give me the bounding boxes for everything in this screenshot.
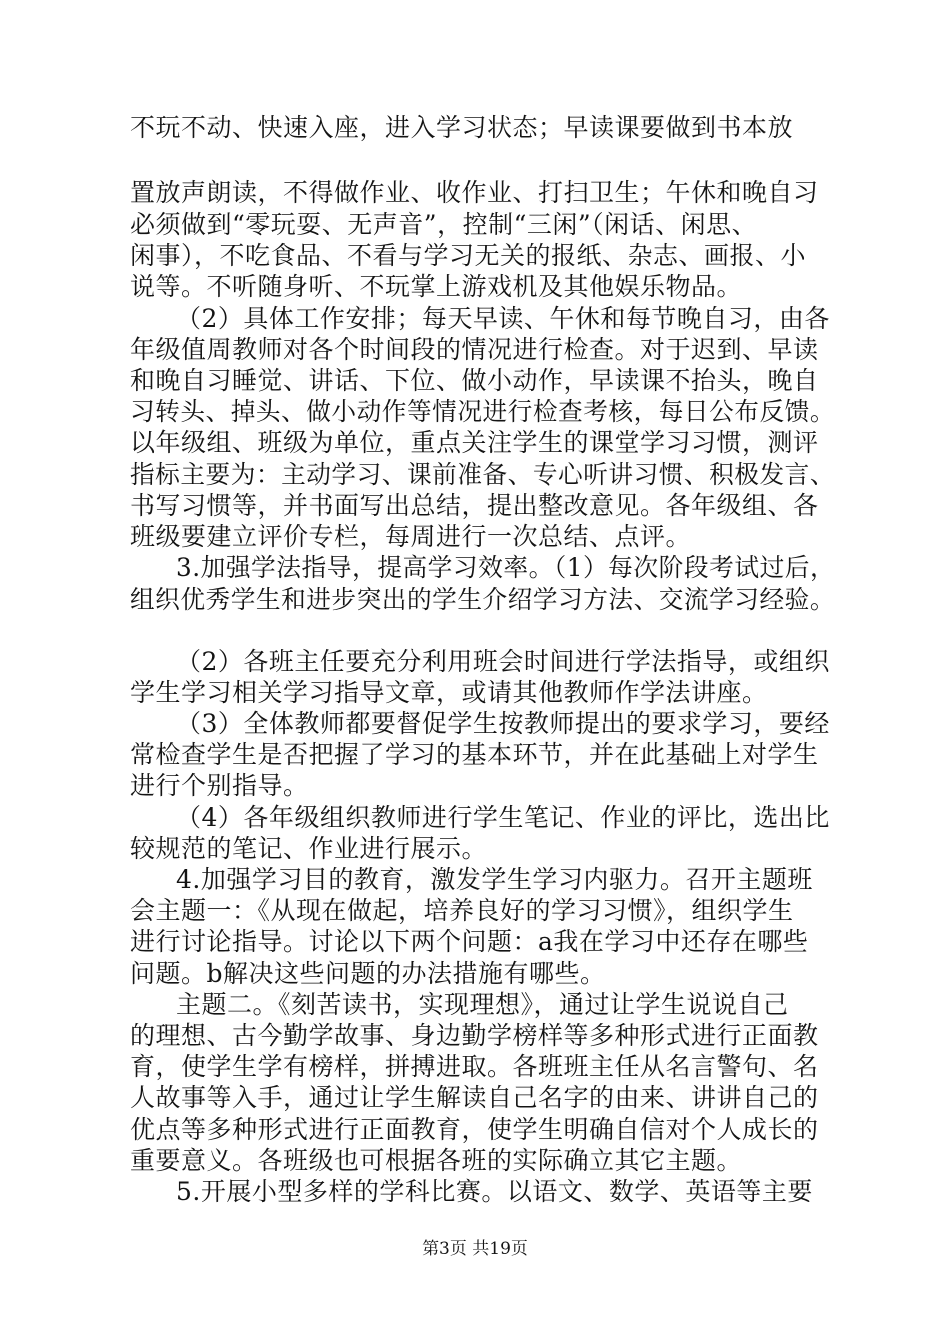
- text-line: 年级值周教师对各个时间段的情况进行检查。对于迟到、早读: [130, 335, 819, 364]
- text-line: 闲事），不吃食品、不看与学习无关的报纸、杂志、画报、小: [130, 241, 807, 270]
- text-line: 5.开展小型多样的学科比赛。以语文、数学、英语等主要: [176, 1177, 813, 1206]
- text-line: 和晚自习睡觉、讲话、下位、做小动作，早读课不抬头，晚自: [130, 366, 819, 395]
- text-line: 育，使学生学有榜样，拼搏进取。各班班主任从名言警句、名: [130, 1052, 819, 1081]
- text-line: 较规范的笔记、作业进行展示。: [130, 834, 488, 863]
- text-line: 人故事等入手，通过让学生解读自己名字的由来、讲讲自己的: [130, 1083, 819, 1112]
- text-line: 进行个别指导。: [130, 771, 309, 800]
- text-line: 必须做到“零玩耍、无声音”，控制“三闲”（闲话、闲思、: [130, 210, 758, 239]
- text-line: （3）全体教师都要督促学生按教师提出的要求学习，要经: [176, 709, 830, 738]
- text-line: （2）各班主任要充分利用班会时间进行学法指导，或组织: [176, 647, 830, 676]
- text-line: 习转头、掉头、做小动作等情况进行检查考核，每日公布反馈。: [130, 397, 836, 426]
- text-line: 说等。不听随身听、不玩掌上游戏机及其他娱乐物品。: [130, 272, 743, 301]
- text-line: 不玩不动、快速入座，进入学习状态；早读课要做到书本放: [130, 113, 794, 142]
- text-line: 会主题一：《从现在做起，培养良好的学习习惯》，组织学生: [130, 896, 794, 925]
- text-line: 进行讨论指导。讨论以下两个问题：a我在学习中还存在哪些: [130, 927, 809, 956]
- text-line: 置放声朗读，不得做作业、收作业、打扫卫生；午休和晚自习: [130, 178, 819, 207]
- text-line: （4）各年级组织教师进行学生笔记、作业的评比，选出比: [176, 803, 830, 832]
- text-line: 重要意义。各班级也可根据各班的实际确立其它主题。: [130, 1146, 743, 1175]
- text-line: 4.加强学习目的教育，激发学生学习内驱力。召开主题班: [176, 865, 813, 894]
- text-line: 3.加强学法指导，提高学习效率。（1）每次阶段考试过后，: [176, 553, 836, 582]
- text-line: 学生学习相关学习指导文章，或请其他教师作学法讲座。: [130, 678, 768, 707]
- text-line: 组织优秀学生和进步突出的学生介绍学习方法、交流学习经验。: [130, 585, 836, 614]
- text-line: 主题二。《刻苦读书，实现理想》，通过让学生说说自己: [176, 990, 789, 1019]
- page-number-footer: 第3页 共19页: [422, 1239, 528, 1259]
- text-line: （2）具体工作安排；每天早读、午休和每节晚自习，由各: [176, 304, 830, 333]
- text-line: 以年级组、班级为单位，重点关注学生的课堂学习习惯，测评: [130, 428, 819, 457]
- text-line: 指标主要为：主动学习、课前准备、专心听讲习惯、积极发言、: [130, 460, 836, 489]
- text-line: 问题。b解决这些问题的办法措施有哪些。: [130, 959, 606, 988]
- text-line: 的理想、古今勤学故事、身边勤学榜样等多种形式进行正面教: [130, 1021, 819, 1050]
- text-line: 书写习惯等，并书面写出总结，提出整改意见。各年级组、各: [130, 491, 819, 520]
- text-line: 常检查学生是否把握了学习的基本环节，并在此基础上对学生: [130, 740, 819, 769]
- text-line: 优点等多种形式进行正面教育，使学生明确自信对个人成长的: [130, 1115, 819, 1144]
- text-line: 班级要建立评价专栏，每周进行一次总结、点评。: [130, 522, 692, 551]
